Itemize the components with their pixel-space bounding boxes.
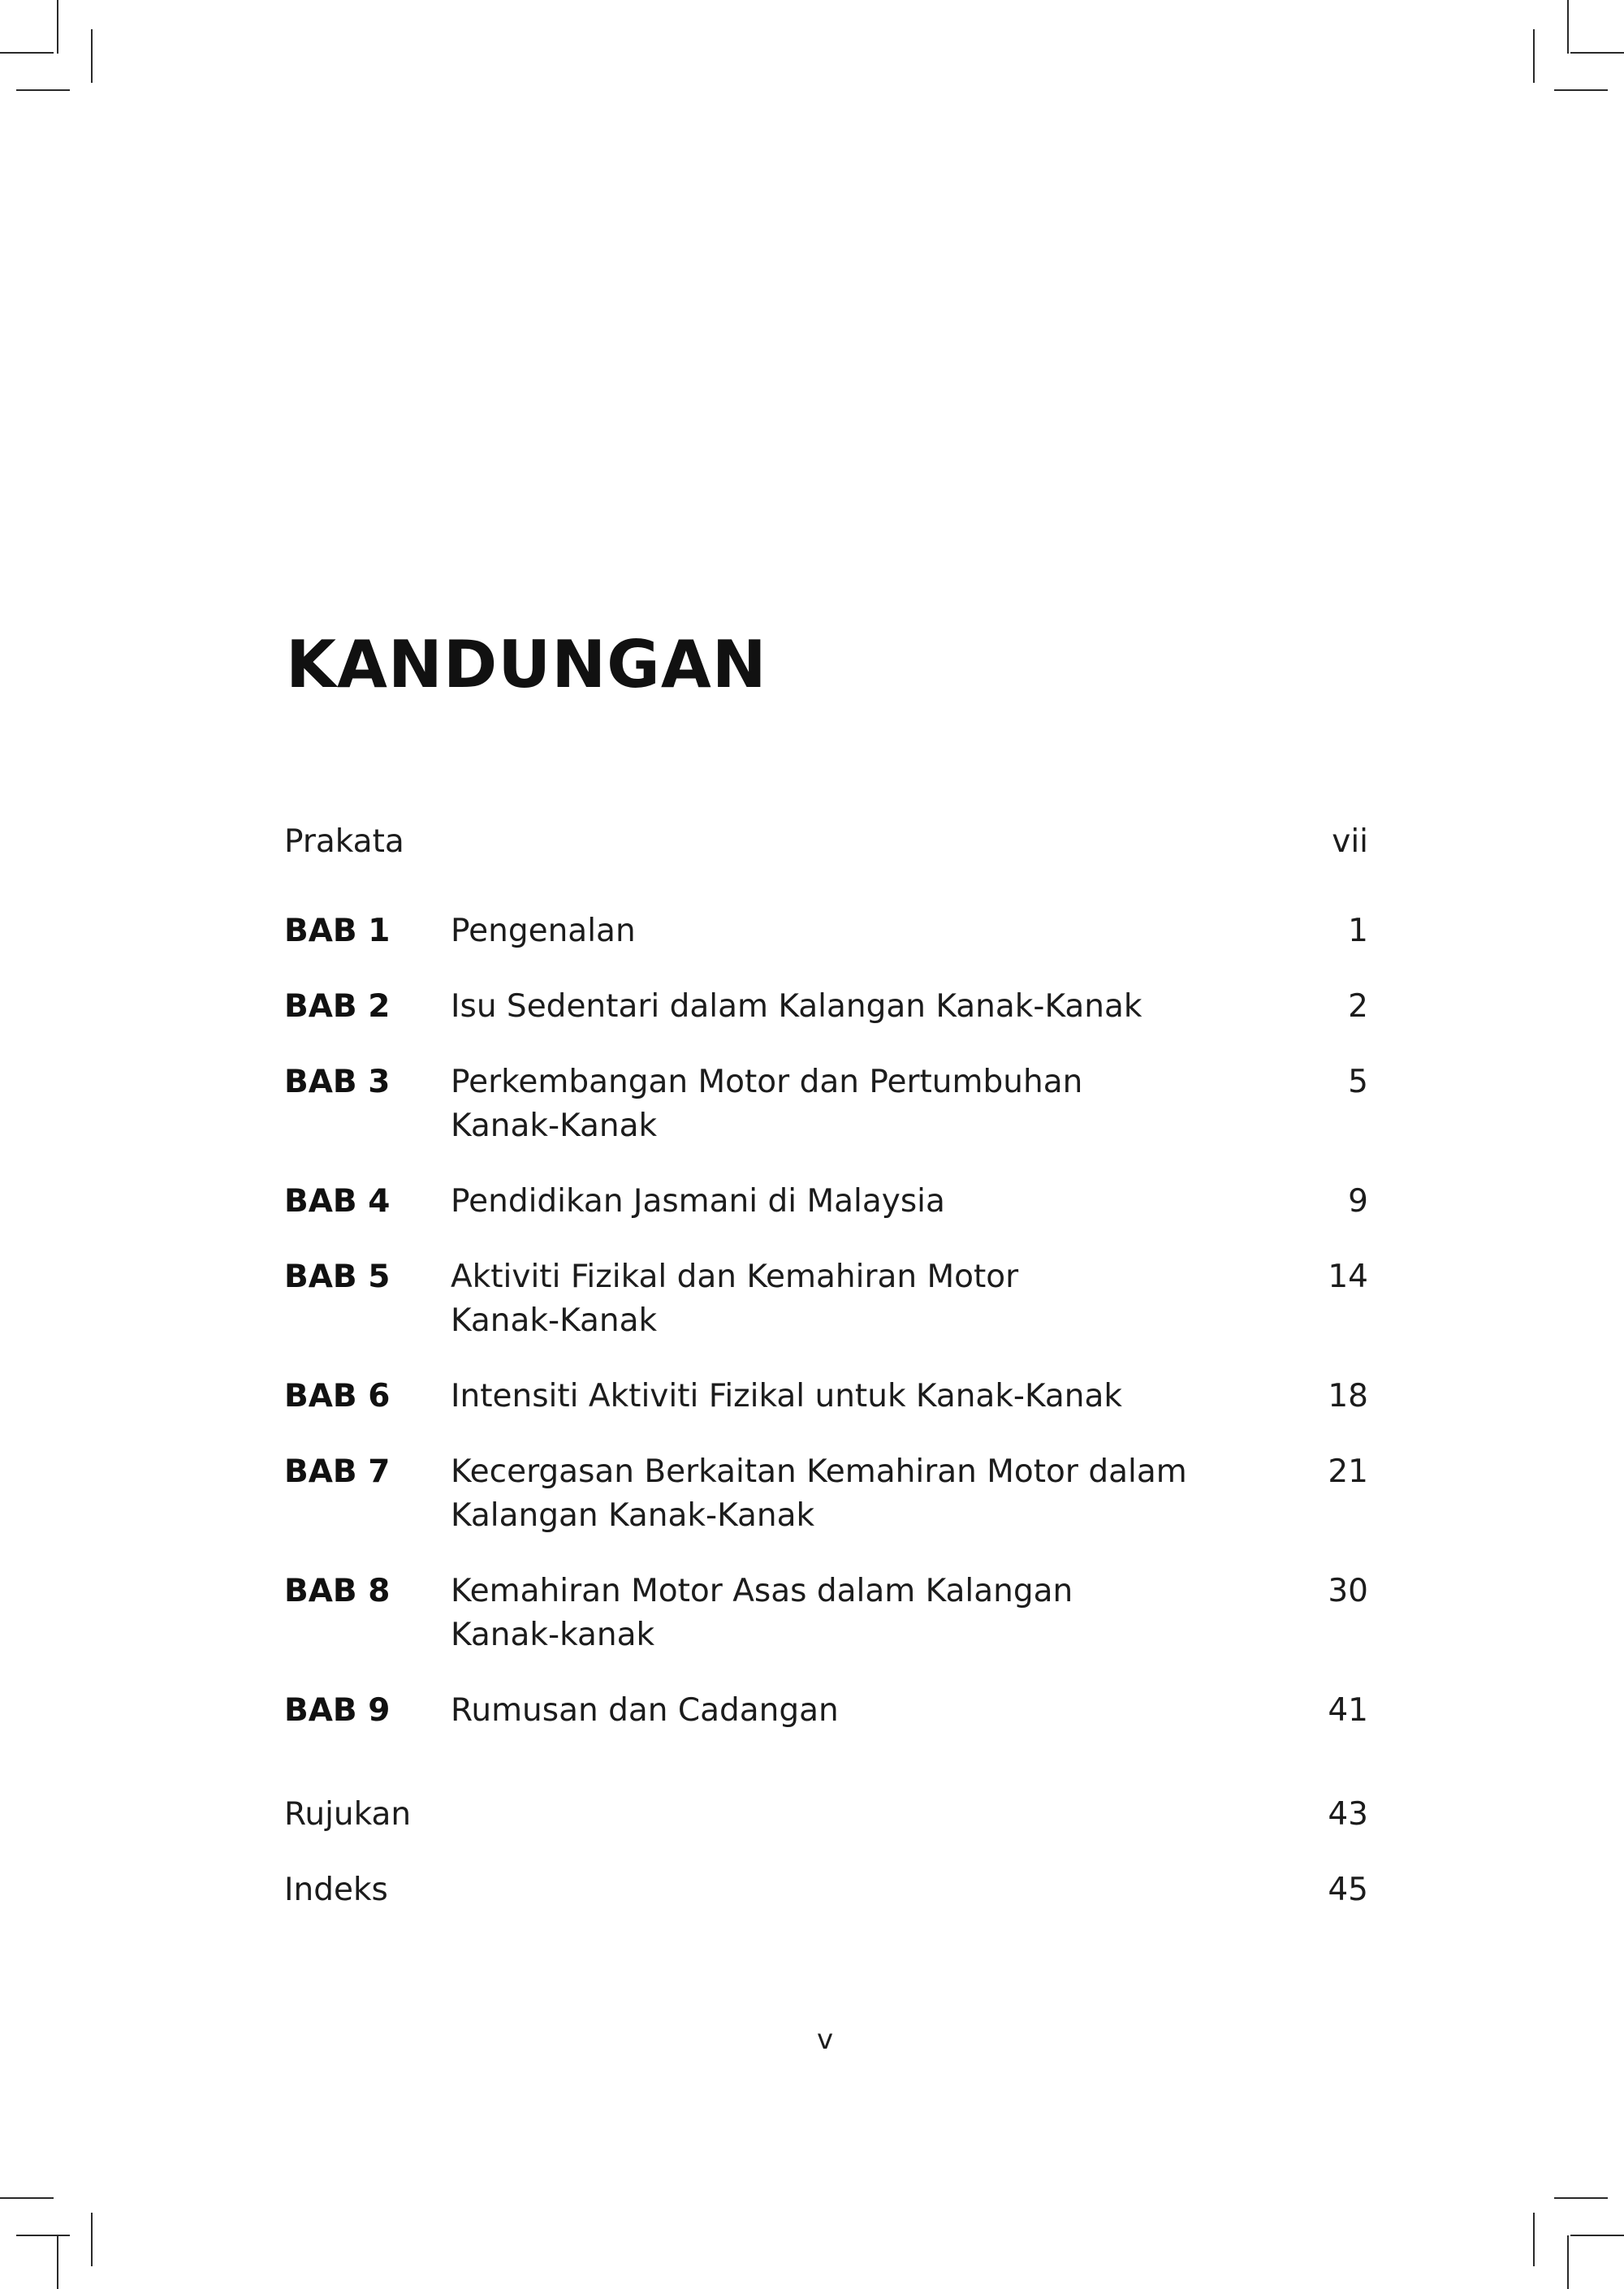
toc-entry-title: Indeks — [284, 1872, 388, 1908]
crop-mark — [1567, 0, 1569, 54]
toc-entry-bab-5[interactable] — [284, 1255, 1368, 1343]
crop-mark — [1533, 29, 1535, 83]
chapter-label: BAB 9 — [284, 1692, 391, 1729]
toc-entry-indeks[interactable] — [284, 1868, 1368, 1912]
chapter-label: BAB 6 — [284, 1378, 391, 1414]
crop-mark — [0, 52, 54, 54]
page-number-folio: v — [816, 2023, 834, 2056]
toc-entry-title: Prakata — [284, 823, 404, 860]
crop-mark — [1567, 2235, 1569, 2289]
toc-page-number: 45 — [1328, 1872, 1368, 1908]
chapter-title: Isu Sedentari dalam Kalangan Kanak-Kanak — [451, 988, 1142, 1025]
toc-entry-bab-1[interactable] — [284, 909, 1368, 953]
chapter-label: BAB 5 — [284, 1259, 391, 1295]
chapter-label: BAB 1 — [284, 913, 391, 949]
chapter-title: Rumusan dan Cadangan — [451, 1692, 839, 1729]
toc-entry-bab-3[interactable] — [284, 1060, 1368, 1148]
chapter-title: Aktiviti Fizikal dan Kemahiran Motor — [451, 1259, 1019, 1295]
crop-mark — [16, 89, 70, 91]
toc-entry-bab-4[interactable] — [284, 1180, 1368, 1224]
toc-entry-prakata[interactable] — [284, 820, 1368, 864]
toc-page-number: 5 — [1348, 1064, 1368, 1100]
toc-entry-bab-2[interactable] — [284, 985, 1368, 1029]
toc-entry-bab-9[interactable] — [284, 1689, 1368, 1733]
crop-mark — [91, 29, 93, 83]
toc-entry-bab-8[interactable] — [284, 1570, 1368, 1657]
chapter-title: Pengenalan — [451, 913, 636, 949]
toc-page-number: 9 — [1348, 1183, 1368, 1220]
crop-mark — [1570, 52, 1624, 54]
chapter-title: Pendidikan Jasmani di Malaysia — [451, 1183, 945, 1220]
crop-mark — [57, 0, 58, 54]
crop-mark — [0, 2197, 54, 2199]
crop-mark — [57, 2235, 58, 2289]
crop-mark — [1554, 89, 1608, 91]
table-of-contents — [284, 820, 1368, 1912]
chapter-title: Kecergasan Berkaitan Kemahiran Motor dalam — [451, 1453, 1187, 1490]
toc-entry-bab-7[interactable] — [284, 1450, 1368, 1538]
chapter-title-continued: Kanak-Kanak — [451, 1302, 658, 1339]
toc-page-number: 18 — [1328, 1378, 1368, 1414]
crop-mark — [1554, 2197, 1608, 2199]
toc-page-number: 41 — [1328, 1692, 1368, 1729]
crop-mark — [1570, 2235, 1624, 2236]
page-title: KANDUNGAN — [286, 627, 767, 702]
toc-page-number: 1 — [1348, 913, 1368, 949]
toc-page-number: 2 — [1348, 988, 1368, 1025]
chapter-title-continued: Kanak-Kanak — [451, 1108, 658, 1144]
chapter-label: BAB 4 — [284, 1183, 391, 1220]
chapter-label: BAB 2 — [284, 988, 391, 1025]
chapter-label: BAB 3 — [284, 1064, 391, 1100]
chapter-title: Kemahiran Motor Asas dalam Kalangan — [451, 1573, 1073, 1609]
toc-entry-title: Rujukan — [284, 1796, 412, 1833]
crop-mark — [1533, 2213, 1535, 2266]
toc-entry-rujukan[interactable] — [284, 1793, 1368, 1837]
toc-entry-bab-6[interactable] — [284, 1375, 1368, 1419]
toc-page-number: 43 — [1328, 1796, 1368, 1833]
chapter-title: Perkembangan Motor dan Pertumbuhan — [451, 1064, 1083, 1100]
toc-page-number: vii — [1332, 823, 1368, 860]
crop-mark — [16, 2235, 70, 2236]
toc-page-number: 14 — [1328, 1259, 1368, 1295]
toc-page-number: 21 — [1328, 1453, 1368, 1490]
toc-page-number: 30 — [1328, 1573, 1368, 1609]
chapter-label: BAB 8 — [284, 1573, 391, 1609]
chapter-title-continued: Kanak-kanak — [451, 1617, 655, 1653]
chapter-title-continued: Kalangan Kanak-Kanak — [451, 1497, 815, 1534]
crop-mark — [91, 2213, 93, 2266]
chapter-title: Intensiti Aktiviti Fizikal untuk Kanak-Kanak — [451, 1378, 1122, 1414]
chapter-label: BAB 7 — [284, 1453, 391, 1490]
